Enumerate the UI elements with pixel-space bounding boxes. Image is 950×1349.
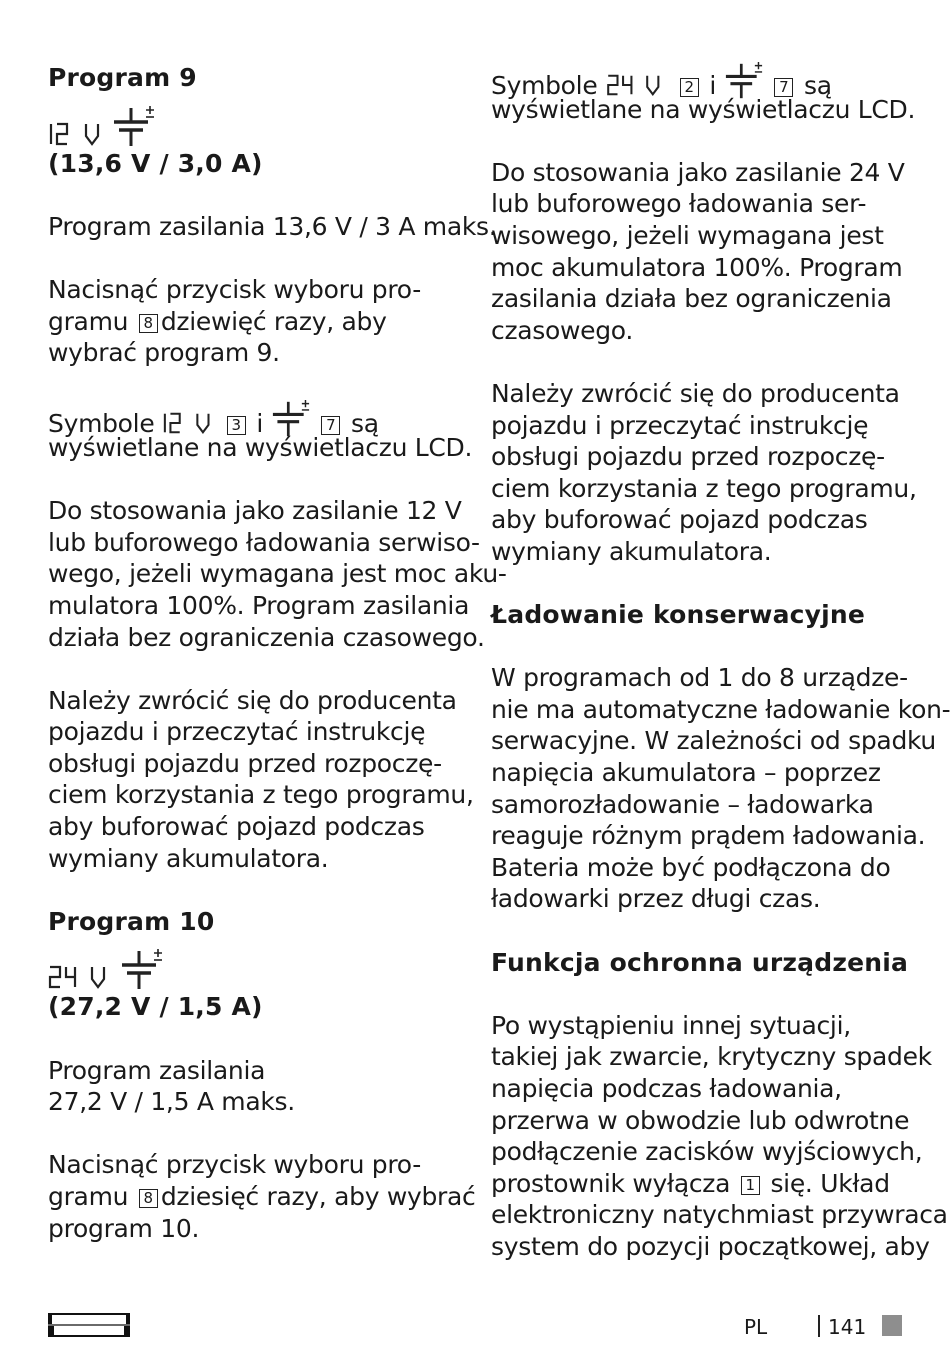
program10-note: [491, 378, 917, 568]
text-fragment: Symbole: [491, 71, 598, 100]
program9-spec: (13,6 V / 3,0 A): [48, 148, 263, 178]
text-line: podłączenie zacisków wyjściowych,: [491, 1137, 923, 1167]
page-number: 141: [828, 1315, 867, 1339]
ref-number-badge: 8: [139, 1189, 158, 1208]
text-line: wisowego, jeżeli wymagana jest: [491, 220, 884, 250]
text-line: zasilania działa bez ograniczenia: [491, 284, 892, 314]
text-line: Program zasilania 13,6 V / 3 A maks.: [48, 211, 497, 241]
text-line: wyświetlane na wyświetlaczu LCD.: [48, 432, 473, 462]
program9-title: Program 9: [48, 63, 197, 92]
maintenance-charging-heading: Ładowanie konserwacyjne: [491, 600, 866, 630]
text-fragment: są: [804, 71, 832, 100]
page-separator: [818, 1315, 820, 1337]
text-line: pojazdu i przeczytać instrukcję: [491, 410, 869, 440]
text-line: [491, 62, 911, 100]
text-line: obsługi pojazdu przed rozpoczę-: [491, 442, 885, 472]
text-line: elektroniczny natychmiast przywraca: [491, 1200, 948, 1230]
protection-function-heading: Funkcja ochronna urządzenia: [491, 947, 909, 977]
text-line: takiej jak zwarcie, krytyczny spadek: [491, 1042, 932, 1072]
ref-number-badge: 1: [741, 1176, 760, 1195]
text-line: ciem korzystania z tego programu,: [48, 780, 474, 810]
text-line: W programach od 1 do 8 urządze-: [491, 663, 908, 693]
text-fragment: się. Układ: [770, 1168, 890, 1198]
text-line: pojazdu i przeczytać instrukcję: [48, 717, 426, 747]
text-line: działa bez ograniczenia czasowego.: [48, 622, 485, 652]
text-line: ładowarki przez długi czas.: [491, 884, 821, 914]
text-line: napięcia podczas ładowania,: [491, 1074, 842, 1103]
text-fragment: Symbole: [48, 409, 155, 439]
text-line: Do stosowania jako zasilanie 12 V: [48, 496, 462, 526]
program10-title: Program 10: [48, 906, 215, 936]
ref-number-badge: 2: [680, 78, 699, 97]
text-line: wyświetlane na wyświetlaczu LCD.: [491, 94, 916, 124]
page-marker-box: [882, 1315, 902, 1336]
text-line: Po wystąpieniu innej sytuacji,: [491, 1010, 851, 1040]
text-fragment: gramu: [48, 306, 129, 336]
text-line: ciem korzystania z tego programu,: [491, 473, 917, 503]
program9-desc: [48, 211, 497, 243]
text-fragment: dziewięć razy, aby: [160, 306, 387, 336]
protection-function-text: [491, 1010, 948, 1263]
text-fragment: gramu: [48, 1182, 129, 1211]
ref-number-badge: 8: [139, 314, 158, 333]
text-line: obsługi pojazdu przed rozpoczę-: [48, 748, 442, 778]
ref-number-badge: 7: [774, 78, 793, 97]
text-line: program 10.: [48, 1213, 200, 1243]
text-line: system do pozycji początkowej, aby: [491, 1231, 930, 1261]
brand-logo: [48, 1313, 130, 1337]
text-fragment: i: [256, 409, 264, 439]
maintenance-charging-text: [491, 662, 950, 915]
text-line: wymiany akumulatora.: [48, 843, 329, 873]
text-line: reaguje różnym prądem ładowania.: [491, 821, 926, 851]
text-line: czasowego.: [491, 315, 634, 345]
power-supply-symbol-icon: [120, 949, 164, 991]
program9-note: [48, 685, 474, 875]
ref-number-badge: 7: [321, 416, 340, 435]
text-line: [48, 1181, 476, 1213]
lcd-24v-icon: [48, 963, 114, 991]
language-code: PL: [744, 1315, 768, 1339]
program10-lcd-symbols: [48, 941, 468, 991]
text-line: przerwa w obwodzie lub odwrotne: [491, 1105, 910, 1135]
text-line: Program zasilania: [48, 1055, 266, 1085]
text-line: Należy zwrócić się do producenta: [491, 378, 900, 408]
program9-instructions: [48, 274, 468, 369]
text-line: 27,2 V / 1,5 A maks.: [48, 1087, 295, 1117]
text-fragment: prostownik wyłącza: [491, 1168, 731, 1198]
text-line: Nacisnąć przycisk wyboru pro-: [48, 1150, 421, 1180]
program10-usage: [491, 157, 911, 347]
text-fragment: są: [351, 409, 379, 439]
program9-lcd-symbols: [48, 98, 468, 148]
power-supply-symbol-icon: [112, 106, 156, 148]
lcd-12v-icon: [48, 120, 106, 148]
text-line: [48, 400, 468, 439]
text-line: mulatora 100%. Program zasilania: [48, 590, 470, 620]
text-fragment: dziesięć razy, aby wybrać: [160, 1182, 476, 1211]
text-line: Należy zwrócić się do producenta: [48, 685, 457, 715]
text-line: wego, jeżeli wymagana jest moc aku-: [48, 559, 507, 589]
text-line: nie ma automatyczne ładowanie kon-: [491, 694, 950, 724]
text-line: [48, 306, 468, 338]
text-line: aby buforować pojazd podczas: [48, 812, 425, 842]
text-line: moc akumulatora 100%. Program: [491, 252, 903, 282]
text-line: wybrać program 9.: [48, 338, 280, 368]
ref-number-badge: 3: [227, 416, 246, 435]
program9-usage: [48, 495, 507, 653]
left-column: [48, 62, 507, 1244]
program10-spec: (27,2 V / 1,5 A): [48, 992, 263, 1022]
program10-desc: [48, 1055, 468, 1118]
text-line: Nacisnąć przycisk wyboru pro-: [48, 274, 421, 304]
text-line: Do stosowania jako zasilanie 24 V: [491, 157, 905, 187]
text-line: samorozładowanie – ładowarka: [491, 789, 874, 819]
text-line: lub buforowego ładowania ser-: [491, 189, 867, 219]
program10-symbols-paragraph: [491, 62, 916, 125]
right-column: [491, 62, 950, 1263]
text-line: napięcia akumulatora – poprzez: [491, 758, 881, 788]
text-line: [491, 1168, 911, 1200]
text-line: lub buforowego ładowania serwiso-: [48, 527, 480, 557]
text-line: wymiany akumulatora.: [491, 536, 772, 566]
page-footer: [0, 1313, 950, 1343]
text-line: Bateria może być podłączona do: [491, 852, 891, 882]
text-line: aby buforować pojazd podczas: [491, 505, 868, 535]
program10-instructions: [48, 1149, 476, 1244]
program9-symbols-paragraph: [48, 400, 473, 463]
text-line: serwacyjne. W zależności od spadku: [491, 726, 936, 756]
text-fragment: i: [709, 71, 717, 100]
